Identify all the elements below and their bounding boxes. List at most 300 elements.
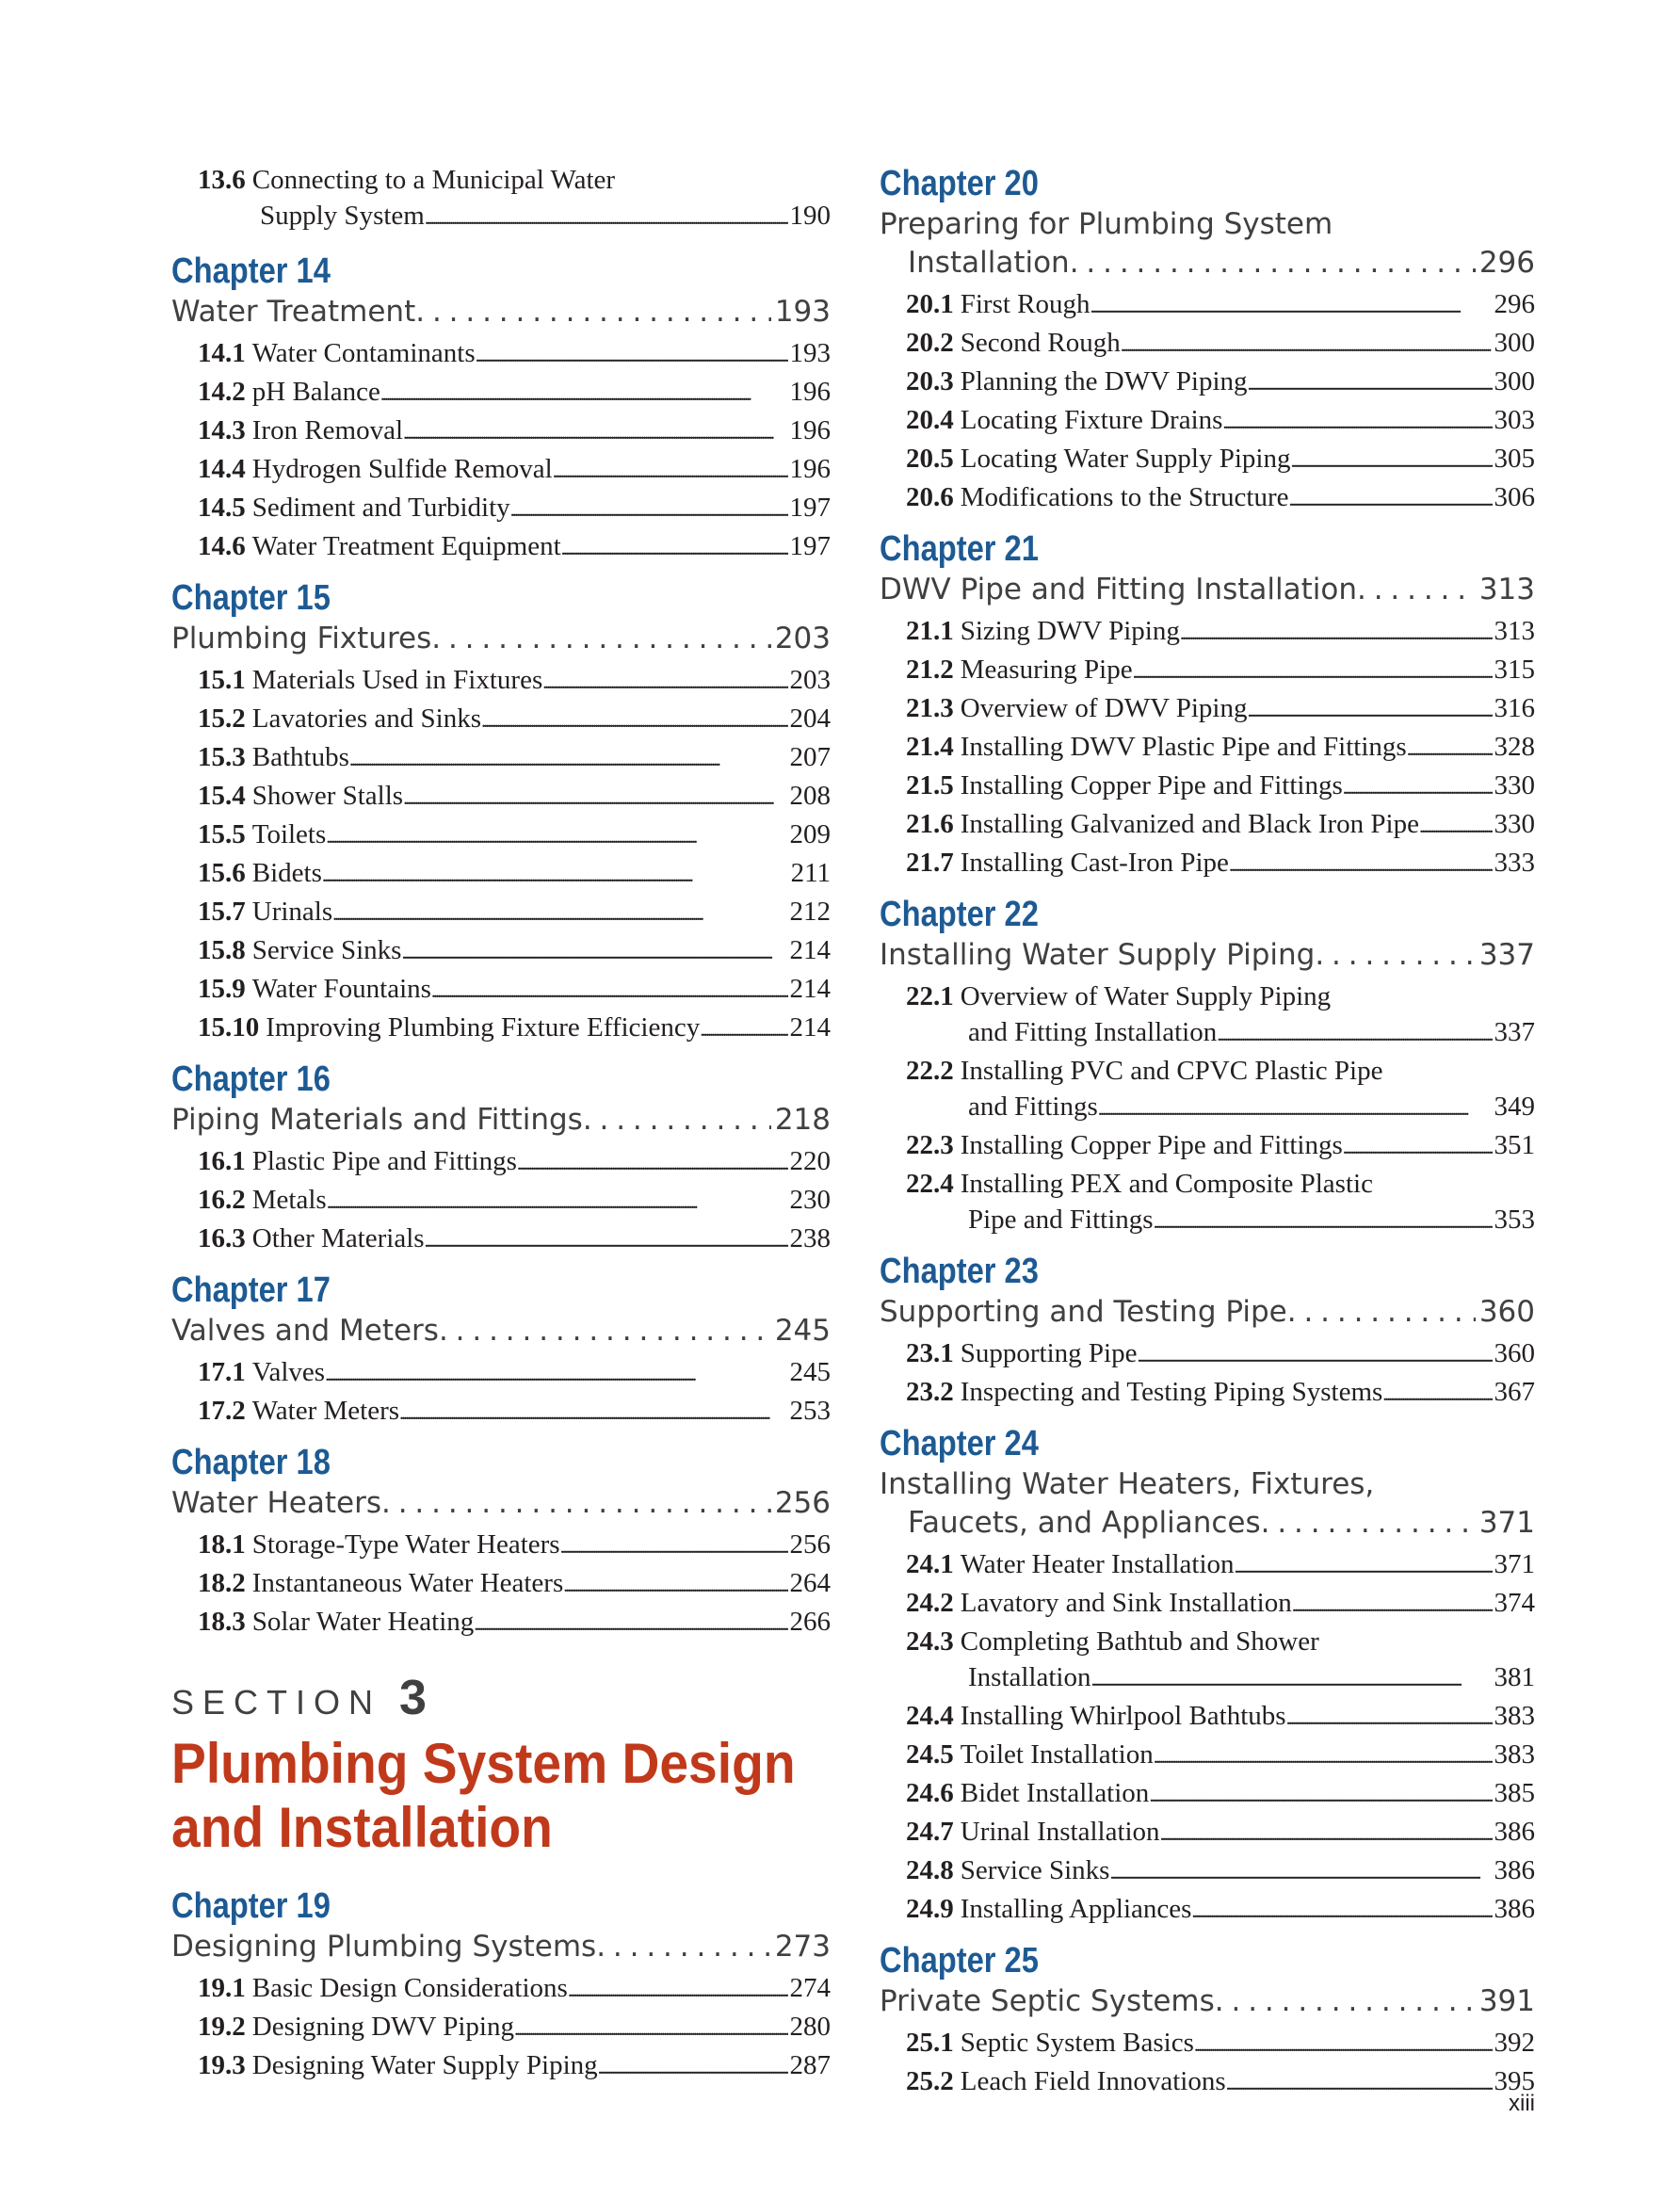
entry-number: 21.4 [906,732,954,762]
dot-leader [349,742,788,778]
chapter-title[interactable] [171,1928,831,1966]
toc-entry[interactable] [198,855,831,894]
dot-leader [1215,1982,1476,2021]
entry-number: 14.3 [198,415,246,445]
toc-entry[interactable] [198,412,831,451]
dot-leader [439,1312,771,1350]
toc-entry[interactable] [906,652,1535,690]
chapter-title-line1: Preparing for Plumbing System [880,207,1333,241]
chapter-22 [880,893,1535,1240]
entry-title: Installing PEX and Composite Plastic [960,1169,1373,1199]
chapter-label: Chapter 23 [880,1252,1039,1291]
chapter-14 [171,250,831,567]
dot-leader [560,1529,788,1565]
toc-entry[interactable] [198,1221,831,1259]
entry-number: 18.2 [198,1568,246,1598]
chapter-title-text: Private Septic Systems [880,1984,1215,2018]
entry-title: Locating Water Supply Piping [960,444,1291,474]
entry-number: 15.3 [198,742,246,772]
toc-entry[interactable] [906,441,1535,479]
entry-number: 14.1 [198,338,246,368]
dot-leader [399,1396,787,1431]
toc-entry[interactable] [906,1698,1535,1737]
chapter-page: 193 [774,295,831,329]
toc-entry[interactable] [198,894,831,932]
entry-title: Metals [251,1185,327,1215]
chapter-label: Chapter 14 [171,251,331,291]
chapter-page: 296 [1478,246,1535,280]
toc-entry[interactable] [906,1737,1535,1775]
entry-page: 296 [1494,289,1535,319]
chapter-page: 256 [774,1486,831,1520]
entry-title: Other Materials [251,1223,425,1253]
toc-entry[interactable] [198,1182,831,1221]
toc-entry[interactable] [906,1852,1535,1891]
entry-row1 [906,1053,1535,1089]
entry-number: 15.1 [198,665,246,695]
toc-entry[interactable] [906,1624,1535,1698]
entry-title: Designing DWV Piping [251,2012,514,2042]
toc-entry[interactable] [906,768,1535,806]
entry-row2 [906,1014,1535,1053]
dot-leader [583,1101,771,1140]
entry-number: 20.2 [906,328,954,358]
entry-page: 238 [789,1223,831,1253]
dot-leader [1154,1205,1493,1240]
dot-leader [517,1146,788,1182]
entry-title-cont: Pipe and Fittings [968,1205,1154,1235]
toc-entry[interactable] [198,1010,831,1048]
dot-leader [542,665,787,701]
toc-entry[interactable] [906,2063,1535,2102]
entry-page: 303 [1494,405,1535,435]
entry-page: 264 [789,1568,831,1598]
entry-page: 371 [1494,1549,1535,1579]
entry-number: 15.4 [198,781,246,811]
entry-page: 274 [789,1973,831,2003]
toc-entry[interactable] [198,1527,831,1565]
chapter-page: 218 [774,1103,831,1137]
entry-page: 220 [789,1146,831,1176]
entry-page: 315 [1494,655,1535,685]
entry-title: Installing Galvanized and Black Iron Pipe [960,809,1419,839]
entry-title: Sediment and Turbidity [251,493,510,523]
entry-title: Installing Appliances [960,1894,1192,1924]
entry-page: 360 [1494,1338,1535,1368]
entry-page: 392 [1494,2028,1535,2058]
dot-leader [431,620,771,658]
entry-page: 196 [789,415,831,445]
entry-title: Supporting Pipe [960,1338,1138,1368]
dot-leader [327,1185,788,1221]
entry-title: Sizing DWV Piping [960,616,1180,646]
toc-entry[interactable] [906,613,1535,652]
entry-number: 23.1 [906,1338,954,1368]
dot-leader [1287,1293,1476,1332]
toc-entry[interactable] [906,1814,1535,1852]
dot-leader [1149,1778,1492,1814]
toc-entry[interactable] [906,1775,1535,1814]
entry-number: 14.2 [198,377,246,407]
entry-number: 24.4 [906,1701,954,1731]
entry-list [880,1335,1535,1413]
entry-number: 20.1 [906,289,954,319]
dot-leader [1290,444,1492,479]
entry-title: Water Treatment Equipment [251,531,561,561]
toc-entry-13-6[interactable] [198,162,831,236]
entry-page: 214 [789,974,831,1004]
entry-title-cont: and Fitting Installation [968,1017,1218,1047]
entry-number: 16.2 [198,1185,246,1215]
chapter-24 [880,1422,1535,1930]
dot-leader [1180,616,1493,652]
entry-number: 16.3 [198,1223,246,1253]
entry-number: 20.6 [906,482,954,512]
toc-entry[interactable] [198,528,831,567]
entry-list [171,662,831,1048]
toc-entry[interactable] [198,2009,831,2047]
entry-page: 209 [789,819,831,849]
chapter-20 [880,162,1535,518]
entry-number: 24.2 [906,1588,954,1618]
dot-leader [1121,328,1493,364]
entry-row1 [906,978,1535,1014]
toc-entry[interactable] [906,1053,1535,1127]
toc-entry[interactable] [906,325,1535,364]
dot-leader [1090,289,1493,325]
entry-number: 21.1 [906,616,954,646]
dot-leader [568,1973,788,2009]
toc-entry[interactable] [906,845,1535,883]
entry-page: 211 [790,858,831,888]
entry-title: Water Heater Installation [960,1549,1235,1579]
entry-page: 280 [789,2012,831,2042]
toc-entry[interactable] [906,1891,1535,1930]
entry-title: Water Contaminants [251,338,476,368]
entry-number: 18.1 [198,1529,246,1560]
entry-page: 266 [789,1607,831,1637]
entry-title: Urinals [251,897,333,927]
entry-page: 193 [789,338,831,368]
dot-leader [1098,1091,1493,1127]
entry-row1 [906,1624,1535,1659]
toc-entry[interactable] [198,490,831,528]
chapter-label: Chapter 15 [171,578,331,618]
chapter-16 [171,1058,831,1259]
entry-title: Second Rough [960,328,1121,358]
section-heading [171,1671,831,1860]
toc-entry[interactable] [198,739,831,778]
toc-entry[interactable] [198,662,831,701]
chapter-label: Chapter 21 [880,529,1039,569]
entry-number: 15.10 [198,1012,260,1043]
chapter-label: Chapter 17 [171,1270,331,1310]
entry-title: Solar Water Heating [251,1607,475,1637]
toc-entry[interactable] [198,1143,831,1182]
entry-title: Service Sinks [960,1855,1110,1885]
entry-title: Lavatory and Sink Installation [960,1588,1292,1618]
entry-title: Shower Stalls [251,781,404,811]
toc-entry[interactable] [198,374,831,412]
dot-leader [553,454,788,490]
entry-list [880,1546,1535,1930]
toc-entry[interactable] [198,932,831,971]
entry-number: 24.8 [906,1855,954,1885]
entry-page: 214 [789,1012,831,1043]
dot-leader [431,974,788,1010]
toc-entry[interactable] [198,2047,831,2086]
toc-entry[interactable] [906,364,1535,402]
toc-entry[interactable] [198,778,831,817]
dot-leader [401,935,787,971]
toc-entry[interactable] [906,1546,1535,1585]
dot-leader [1286,1701,1493,1737]
entry-page: 316 [1494,693,1535,723]
entry-page: 330 [1494,770,1535,800]
toc-entry[interactable] [198,1393,831,1431]
chapter-19 [171,1884,831,2086]
toc-entry[interactable] [906,2025,1535,2063]
chapter-23 [880,1250,1535,1413]
entry-title: Iron Removal [251,415,404,445]
chapter-page: 371 [1478,1506,1535,1540]
entry-page: 383 [1494,1739,1535,1770]
entry-number: 24.9 [906,1894,954,1924]
entry-title: Planning the DWV Piping [960,366,1248,396]
dot-leader [1229,848,1493,883]
entry-page: 367 [1494,1377,1535,1407]
entry-number: 20.5 [906,444,954,474]
toc-entry[interactable] [906,978,1535,1053]
entry-page: 287 [789,2050,831,2080]
entry-list [171,1354,831,1431]
toc-entry[interactable] [198,701,831,739]
toc-entry[interactable] [906,690,1535,729]
dot-leader [510,493,788,528]
entry-list [171,1527,831,1642]
entry-number: 19.2 [198,2012,246,2042]
entry-page: 230 [789,1185,831,1215]
dot-leader [1261,1504,1476,1543]
chapter-15 [171,576,831,1048]
toc-entry[interactable] [198,335,831,374]
chapter-title-text: DWV Pipe and Fitting Installation [880,573,1357,606]
dot-leader [1133,655,1493,690]
chapter-title[interactable] [880,1465,1535,1543]
entry-title: Service Sinks [251,935,402,965]
entry-title: Lavatories and Sinks [251,703,481,734]
entry-page: 212 [789,897,831,927]
entry-number: 15.6 [198,858,246,888]
entry-number: 24.5 [906,1739,954,1770]
chapter-title-text: Water Treatment [171,295,416,329]
entry-page: 386 [1494,1817,1535,1847]
entry-page: 300 [1494,366,1535,396]
entry-page: 395 [1494,2066,1535,2096]
toc-entry[interactable] [906,1127,1535,1166]
chapter-title-text: Designing Plumbing Systems [171,1930,597,1964]
dot-leader [1070,244,1476,283]
dot-leader [481,703,788,739]
dot-leader [1090,1662,1492,1698]
entry-number: 22.2 [906,1056,954,1086]
entry-page: 381 [1494,1662,1535,1692]
toc-entry[interactable] [906,806,1535,845]
dot-leader [1315,936,1475,975]
entry-row2 [906,1202,1535,1240]
page-number: xiii [1509,2091,1535,2116]
entry-number: 22.1 [906,981,954,1011]
entry-list [880,286,1535,518]
toc-entry[interactable] [906,1374,1535,1413]
section-label [171,1671,831,1726]
entry-page: 196 [789,454,831,484]
dot-leader [1382,1377,1492,1413]
entry-page: 385 [1494,1778,1535,1808]
dot-leader [1160,1817,1493,1852]
chapter-title[interactable] [880,936,1535,975]
toc-entry[interactable] [198,1565,831,1604]
chapter-page: 360 [1478,1295,1535,1329]
toc-entry[interactable] [198,451,831,490]
toc-entry[interactable] [906,1585,1535,1624]
chapter-title[interactable] [171,620,831,658]
entry-title: Materials Used in Fixtures [251,665,543,695]
dot-leader [596,1928,771,1966]
toc-entry[interactable] [906,1335,1535,1374]
entry-title: Hydrogen Sulfide Removal [251,454,553,484]
toc-entry[interactable] [906,286,1535,325]
entry-title: Installing Copper Pipe and Fittings [960,1130,1343,1160]
dot-leader [1247,693,1492,729]
entry-title: Designing Water Supply Piping [251,2050,598,2080]
entry-page: 197 [789,493,831,523]
entry-page: 313 [1494,616,1535,646]
entry-title: Plastic Pipe and Fittings [251,1146,517,1176]
dot-leader [403,781,787,817]
entry-page: 245 [789,1357,831,1387]
chapter-title[interactable] [880,1293,1535,1332]
entry-title: Installing Whirlpool Bathtubs [960,1701,1286,1731]
entry-number: 17.1 [198,1357,246,1387]
dot-leader [425,201,788,236]
entry-list [171,1143,831,1259]
entry-number: 24.6 [906,1778,954,1808]
chapter-title[interactable] [880,571,1535,609]
entry-title: Water Meters [251,1396,400,1426]
chapter-label: Chapter 16 [171,1059,331,1099]
dot-leader [1407,732,1493,768]
chapter-21 [880,527,1535,883]
entry-number: 14.6 [198,531,246,561]
dot-leader [332,897,787,932]
toc-entry[interactable] [198,1970,831,2009]
dot-leader [322,858,789,894]
entry-title: Installing Copper Pipe and Fittings [960,770,1343,800]
entry-title: Water Fountains [251,974,431,1004]
entry-title: Connecting to a Municipal Water [251,165,616,195]
entry-page: 300 [1494,328,1535,358]
toc-entry[interactable] [198,1604,831,1642]
chapter-title[interactable] [880,205,1535,283]
entry-title: Instantaneous Water Heaters [251,1568,564,1598]
toc-entry[interactable] [906,1166,1535,1240]
toc-entry[interactable] [198,817,831,855]
entry-page: 204 [789,703,831,734]
entry-list [880,2025,1535,2102]
dot-leader [325,1357,787,1393]
section-title-line1: Plumbing System Design [171,1732,796,1795]
toc-entry[interactable] [906,479,1535,518]
chapter-title-row2 [880,1504,1535,1543]
toc-entry[interactable] [198,1354,831,1393]
dot-leader [700,1012,787,1048]
entry-page: 374 [1494,1588,1535,1618]
chapter-title[interactable] [171,293,831,331]
entry-list [171,335,831,567]
dot-leader [1357,571,1476,609]
entry-title: Modifications to the Structure [960,482,1289,512]
entry-page: 214 [789,935,831,965]
dot-leader [563,1568,787,1604]
chapter-title[interactable] [171,1101,831,1140]
toc-entry[interactable] [906,729,1535,768]
entry-title: Installing PVC and CPVC Plastic Pipe [960,1056,1383,1086]
entry-title: Storage-Type Water Heaters [251,1529,560,1560]
entry-page: 190 [789,201,831,231]
toc-entry[interactable] [906,402,1535,441]
entry-number: 21.5 [906,770,954,800]
dot-leader [598,2050,788,2086]
left-column [171,162,831,2095]
chapter-label: Chapter 24 [880,1424,1039,1463]
dot-leader [474,1607,787,1642]
entry-number: 24.3 [906,1626,954,1657]
chapter-18 [171,1441,831,1642]
entry-number: 21.6 [906,809,954,839]
entry-number: 20.4 [906,405,954,435]
dot-leader [561,531,788,567]
entry-title: Bathtubs [251,742,349,772]
entry-page: 386 [1494,1855,1535,1885]
entry-page: 349 [1494,1091,1535,1122]
chapter-page: 337 [1478,938,1535,972]
chapter-title[interactable] [880,1982,1535,2021]
dot-leader [403,415,787,451]
dot-leader [514,2012,788,2047]
chapter-title[interactable] [171,1312,831,1350]
chapter-label: Chapter 25 [880,1941,1039,1981]
entry-title-cont: Installation [968,1662,1091,1692]
dot-leader [1137,1338,1492,1374]
dot-leader [1292,1588,1493,1624]
entry-page: 203 [789,665,831,695]
chapter-title[interactable] [171,1484,831,1523]
entry-number: 24.1 [906,1549,954,1579]
dot-leader [1217,1017,1492,1053]
toc-entry[interactable] [198,971,831,1010]
entry-list [880,978,1535,1240]
chapter-label: Chapter 19 [171,1886,331,1926]
entry-page: 305 [1494,444,1535,474]
entry-title: Bidets [251,858,322,888]
entry-number: 22.3 [906,1130,954,1160]
entry-number: 23.2 [906,1377,954,1407]
chapter-17 [171,1269,831,1431]
entry-page: 328 [1494,732,1535,762]
entry-number: 21.3 [906,693,954,723]
entry-number: 22.4 [906,1169,954,1199]
